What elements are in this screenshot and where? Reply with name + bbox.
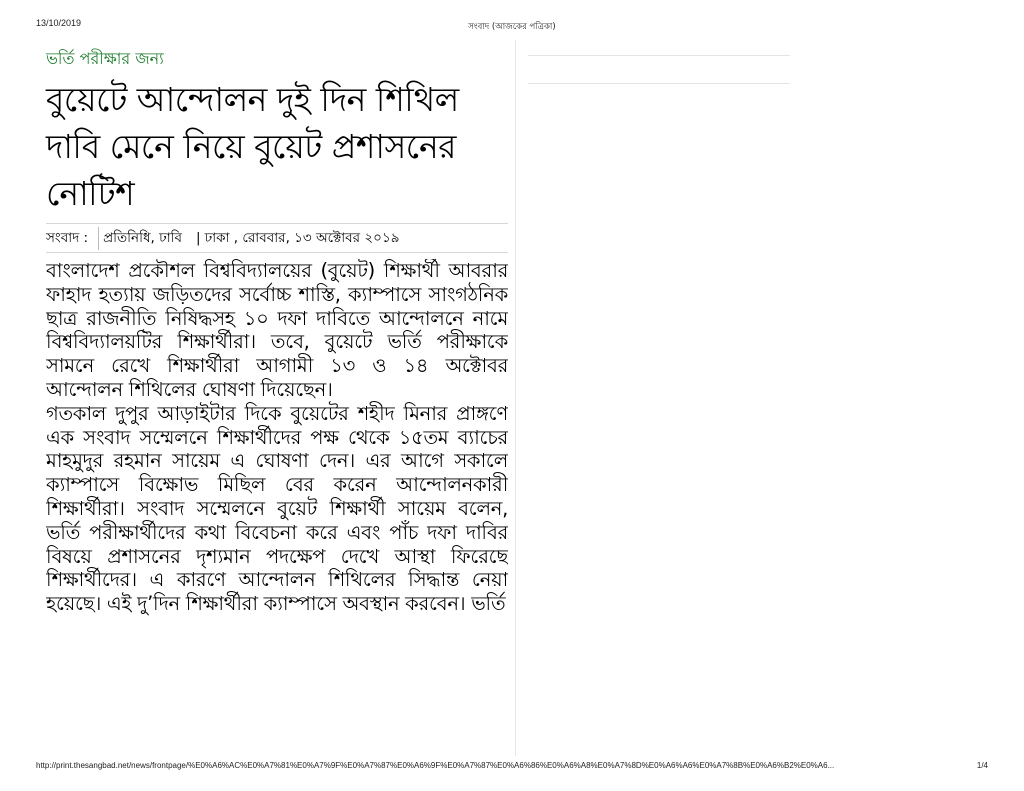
byline-separator: | [196,230,201,246]
sidebar-rule-bottom [528,83,790,84]
print-footer [36,761,988,773]
article-byline [46,223,508,253]
print-url[interactable]: http://print.thesangbad.net/news/frontpage/%E0%A6%AC%E0%A7%81%E0%A7%9F%E0%A7%87%E0%A6%9F%E0%A7%87%E0%A6%86%E0%A6%A8%E0%A7%8D%E0%A6%A6%E0%A7%8B%E0%A6%B2%E0%A6... [36,761,835,770]
article-headline: বুয়েটে আন্দোলন দুই দিন শিথিল দাবি মেনে নিয়ে বুয়েট প্রশাসনের নোটিশ [46,80,459,213]
article-body [46,259,508,749]
byline-reporter: প্রতিনিধি, ঢাবি [98,227,196,250]
article-paragraph: গতকাল দুপুর আড়াইটার দিকে বুয়েটের শহীদ মিনার প্রাঙ্গণে এক সংবাদ সম্মেলনে শিক্ষার্থীদের পক্ষ থেকে ১৫তম ব্যাচের মাহমুদুর রহমান সায়েম এ ঘোষণা দেন। এর আগে সকালে ক্যাম্পাসে বিক্ষোভ মিছিল বের করেন আন্দোলনকারী শিক্ষার্থীরা। সংবাদ সম্মেলনে বুয়েট শিক্ষার্থী সায়েম বলেন, ভর্তি পরীক্ষার্থীদের কথা বিবেচনা করে এবং পাঁচ দফা দাবির বিষয়ে প্রশাসনের দৃশ্যমান পদক্ষেপ দেখে আস্থা ফিরেছে শিক্ষার্থীদের। এ কারণে আন্দোলন শিথিলের সিদ্ধান্ত নেয়া হয়েছে। এই দু’দিন শিক্ষার্থীরা ক্যাম্পাসে অবস্থান করবেন। ভর্তি [46,401,508,616]
sidebar-rule-top [528,55,790,56]
print-header [36,18,988,32]
article-kicker: ভর্তি পরীক্ষার জন্য [46,49,164,68]
article-paragraph: বাংলাদেশ প্রকৌশল বিশ্ববিদ্যালয়ের (বুয়েট) শিক্ষার্থী আবরার ফাহাদ হত্যায় জড়িতদের সর্বোচ্চ শাস্তি, ক্যাম্পাসে সাংগঠনিক ছাত্র রাজনীতি নিষিদ্ধসহ ১০ দফা দাবিতে আন্দোলনে নামে বিশ্ববিদ্যালয়টির শিক্ষার্থীরা। তবে, বুয়েটে ভর্তি পরীক্ষাকে সামনে রেখে শিক্ষার্থীরা আগামী ১৩ ও ১৪ অক্টোবর আন্দোলন শিথিলের ঘোষণা দিয়েছেন। [46,259,508,401]
byline-source-label: সংবাদ : [46,229,89,246]
page-number: 1/4 [976,761,988,770]
column-divider [515,40,516,756]
print-date: 13/10/2019 [36,18,82,28]
print-site-title: সংবাদ (আজকের পত্রিকা) [468,22,556,32]
article [46,48,508,749]
byline-dateline: ঢাকা , রোববার, ১৩ অক্টোবর ২০১৯ [204,229,400,246]
